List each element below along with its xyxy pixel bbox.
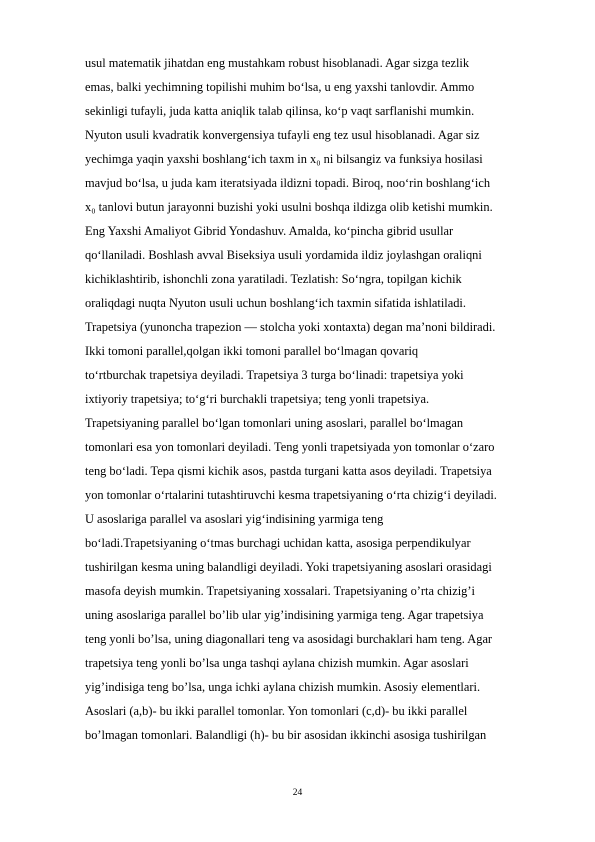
text-line: Ikki tomoni parallel,qolgan ikki tomoni parallel bo‘lmagan qovariq <box>85 344 419 358</box>
text-line: U asoslariga parallel va asoslari yig‘indisining yarmiga teng <box>85 512 384 526</box>
text-line: teng yonli bo’lsa, uning diagonallari teng va asosidagi burchaklari ham teng. Agar <box>85 632 493 646</box>
text-line: tomonlari esa yon tomonlari deyiladi. Teng yonli trapetsiyada yon tomonlar o‘zaro <box>85 440 495 454</box>
body-text <box>85 51 555 747</box>
text-line: bo‘ladi.Trapetsiyaning o‘tmas burchagi uchidan katta, asosiga perpendikulyar <box>85 536 471 550</box>
text-line: trapetsiya teng yonli bo’lsa unga tashqi aylana chizish mumkin. Agar asoslari <box>85 656 469 670</box>
text-line: Trapetsiya (yunoncha trapezion — stolcha yoki xontaxta) degan ma’noni bildiradi. <box>85 320 496 334</box>
text-line: ixtiyoriy trapetsiya; to‘g‘ri burchakli trapetsiya; teng yonli trapetsiya. <box>85 392 430 406</box>
text-line: x₀ tanlovi butun jarayonni buzishi yoki usulni boshqa ildizga olib ketishi mumkin. <box>85 200 493 214</box>
text-line: to‘rtburchak trapetsiya deyiladi. Trapetsiya 3 turga bo‘linadi: trapetsiya yoki <box>85 368 464 382</box>
text-line: bo’lmagan tomonlari. Balandligi (h)- bu bir asosidan ikkinchi asosiga tushirilgan <box>85 728 487 742</box>
text-line: emas, balki yechimning topilishi muhim bo‘lsa, u eng yaxshi tanlovdir. Ammo <box>85 80 475 94</box>
text-line: sekinligi tufayli, juda katta aniqlik talab qilinsa, ko‘p vaqt sarflanishi mumkin. <box>85 104 475 118</box>
text-line: Eng Yaxshi Amaliyot Gibrid Yondashuv. Amalda, ko‘pincha gibrid usullar <box>85 224 454 238</box>
text-line: yon tomonlar o‘rtalarini tutashtiruvchi kesma trapetsiyaning o‘rta chizig‘i deyiladi. <box>85 488 497 502</box>
text-line: qo‘llaniladi. Boshlash avval Biseksiya usuli yordamida ildiz joylashgan oraliqni <box>85 248 482 262</box>
text-line: teng bo‘ladi. Tepa qismi kichik asos, pastda turgani katta asos deyiladi. Trapetsiya <box>85 464 492 478</box>
text-line: mavjud bo‘lsa, u juda kam iteratsiyada ildizni topadi. Biroq, noo‘rin boshlang‘ich <box>85 176 491 190</box>
text-line: yechimga yaqin yaxshi boshlang‘ich taxm in x₀ ni bilsangiz va funksiya hosilasi <box>85 152 483 166</box>
page-number: 24 <box>292 788 303 798</box>
text-line: yig’indisiga teng bo’lsa, unga ichki aylana chizish mumkin. Asosiy elementlari. <box>85 680 481 694</box>
text-line: Trapetsiyaning parallel bo‘lgan tomonlari uning asoslari, parallel bo‘lmagan <box>85 416 464 430</box>
text-line: Nyuton usuli kvadratik konvergensiya tufayli eng tez usul hisoblanadi. Agar siz <box>85 128 480 142</box>
text-line: masofa deyish mumkin. Trapetsiyaning xossalari. Trapetsiyaning o’rta chizig’i <box>85 584 475 598</box>
text-line: kichiklashtirib, ishonchli zona yaratiladi. Tezlatish: So‘ngra, topilgan kichik <box>85 272 462 286</box>
text-line: tushirilgan kesma uning balandligi deyiladi. Yoki trapetsiyaning asoslari orasidagi <box>85 560 492 574</box>
text-line: Asoslari (a,b)- bu ikki parallel tomonlar. Yon tomonlari (c,d)- bu ikki parallel <box>85 704 468 718</box>
text-line: uning asoslariga parallel bo’lib ular yig’indisining yarmiga teng. Agar trapetsiya <box>85 608 484 622</box>
text-line: oraliqdagi nuqta Nyuton usuli uchun boshlang‘ich taxmin sifatida ishlatiladi. <box>85 296 466 310</box>
text-line: usul matematik jihatdan eng mustahkam robust hisoblanadi. Agar sizga tezlik <box>85 56 470 70</box>
